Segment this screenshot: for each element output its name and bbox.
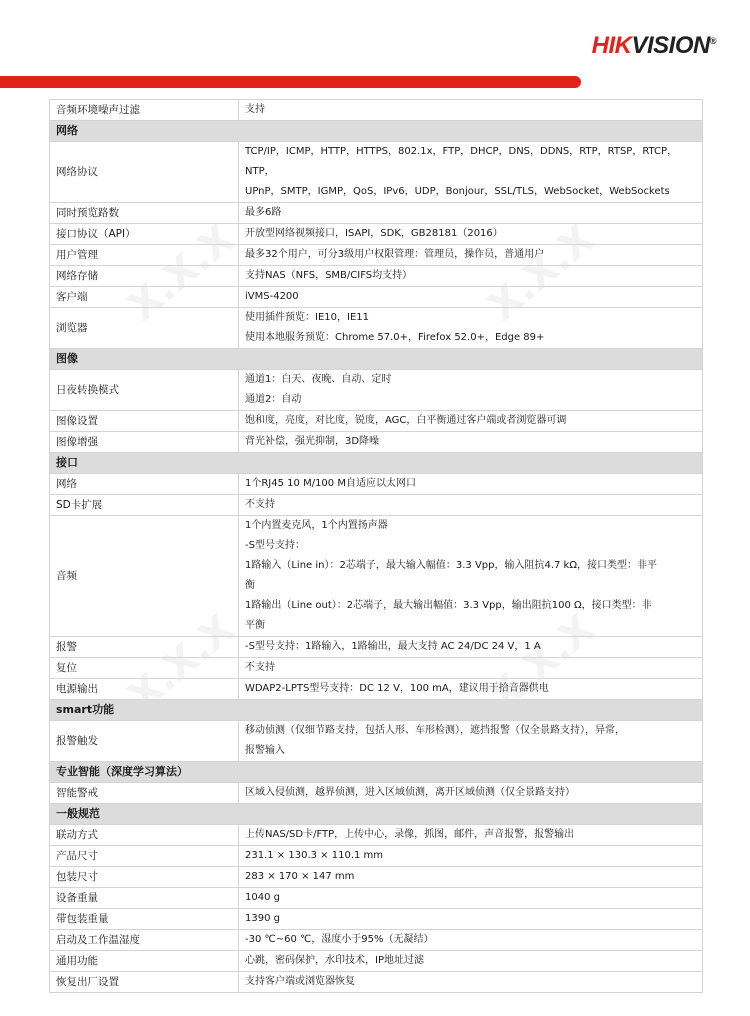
spec-label: 报警触发 xyxy=(50,721,239,762)
spec-value xyxy=(239,825,703,846)
watermark: X.X.X xyxy=(119,605,244,721)
spec-value xyxy=(239,867,703,888)
spec-row xyxy=(50,888,703,909)
spec-value-line: 饱和度，亮度，对比度，锐度，AGC，白平衡通过客户端或者浏览器可调 xyxy=(245,415,567,426)
spec-value xyxy=(239,783,703,804)
spec-value-line: 使用本地服务预览：Chrome 57.0+，Firefox 52.0+，Edge 89+ xyxy=(245,332,545,343)
header-red-bar xyxy=(0,76,581,88)
spec-label: 智能警戒 xyxy=(50,783,239,804)
spec-value-line: 不支持 xyxy=(245,662,275,673)
spec-value xyxy=(239,637,703,658)
spec-value-line: 1路输入（Line in）：2芯端子，最大输入幅值：3.3 Vpp，输入阻抗4.7 kΩ，接口类型：非平 xyxy=(245,560,657,571)
section-header-row xyxy=(50,762,703,783)
spec-label: 日夜转换模式 xyxy=(50,370,239,411)
spec-row xyxy=(50,432,703,453)
spec-value xyxy=(239,224,703,245)
spec-row xyxy=(50,495,703,516)
spec-label: 音频环境噪声过滤 xyxy=(50,100,239,121)
spec-value-line: 1390 g xyxy=(245,913,280,924)
spec-row xyxy=(50,203,703,224)
spec-label: 网络存储 xyxy=(50,266,239,287)
section-title: 专业智能（深度学习算法） xyxy=(50,762,703,783)
spec-row xyxy=(50,287,703,308)
spec-label: 复位 xyxy=(50,658,239,679)
spec-label: 浏览器 xyxy=(50,308,239,349)
spec-value-line: 支持 xyxy=(245,104,265,115)
spec-label: 启动及工作温湿度 xyxy=(50,930,239,951)
spec-label: 图像增强 xyxy=(50,432,239,453)
spec-value-line: 移动侦测（仅细节路支持，包括人形、车形检测），遮挡报警（仅全景路支持），异常， xyxy=(245,725,625,736)
spec-row xyxy=(50,972,703,993)
spec-row xyxy=(50,846,703,867)
spec-row xyxy=(50,142,703,203)
spec-value-line: 背光补偿，强光抑制，3D降噪 xyxy=(245,436,380,447)
spec-label: 恢复出厂设置 xyxy=(50,972,239,993)
spec-value xyxy=(239,909,703,930)
section-title: smart功能 xyxy=(50,700,703,721)
spec-value-line: 1个RJ45 10 M/100 M自适应以太网口 xyxy=(245,478,416,489)
spec-label: 报警 xyxy=(50,637,239,658)
watermark: X.X.X xyxy=(479,215,604,331)
spec-value-line: UPnP，SMTP，IGMP，QoS，IPv6，UDP，Bonjour，SSL/TLS，WebSocket，WebSockets xyxy=(245,186,670,197)
hikvision-logo: HIKVISION® xyxy=(591,32,716,59)
spec-value-line: TCP/IP，ICMP，HTTP，HTTPS，802.1x，FTP，DHCP，DNS，DDNS，RTP，RTSP，RTCP，NTP， xyxy=(245,146,678,177)
spec-row xyxy=(50,370,703,411)
spec-label: 图像设置 xyxy=(50,411,239,432)
spec-label: 带包装重量 xyxy=(50,909,239,930)
spec-label: SD卡扩展 xyxy=(50,495,239,516)
section-title: 图像 xyxy=(50,349,703,370)
spec-value xyxy=(239,930,703,951)
spec-value xyxy=(239,203,703,224)
spec-row xyxy=(50,909,703,930)
spec-value xyxy=(239,266,703,287)
spec-row xyxy=(50,266,703,287)
watermark: X.X.X xyxy=(119,215,244,331)
spec-label: 设备重量 xyxy=(50,888,239,909)
spec-value-line: 开放型网络视频接口，ISAPI，SDK，GB28181（2016） xyxy=(245,228,503,239)
spec-row xyxy=(50,679,703,700)
spec-value-line: -30 ℃~60 ℃，湿度小于95%（无凝结） xyxy=(245,934,434,945)
spec-value xyxy=(239,432,703,453)
spec-label: 音频 xyxy=(50,516,239,637)
spec-value-line: 283 × 170 × 147 mm xyxy=(245,871,355,882)
spec-value xyxy=(239,474,703,495)
spec-row xyxy=(50,658,703,679)
spec-row xyxy=(50,245,703,266)
spec-value-line: 通道1：白天、夜晚、自动、定时 xyxy=(245,374,392,385)
spec-table-body xyxy=(50,100,703,993)
spec-row xyxy=(50,411,703,432)
spec-value-line: 231.1 × 130.3 × 110.1 mm xyxy=(245,850,384,861)
spec-value-line: 上传NAS/SD卡/FTP，上传中心，录像，抓图，邮件，声音报警，报警输出 xyxy=(245,829,575,840)
spec-value-line: -S型号支持：1路输入，1路输出，最大支持 AC 24/DC 24 V，1 A xyxy=(245,641,541,652)
spec-value-line: iVMS-4200 xyxy=(245,291,299,302)
spec-value xyxy=(239,846,703,867)
spec-value-line: 平衡 xyxy=(245,620,265,631)
section-header-row xyxy=(50,453,703,474)
spec-value xyxy=(239,411,703,432)
spec-value-line: 支持客户端或浏览器恢复 xyxy=(245,976,355,987)
spec-table xyxy=(49,99,703,993)
spec-value-line: 1个内置麦克风，1个内置扬声器 xyxy=(245,520,388,531)
section-title: 接口 xyxy=(50,453,703,474)
spec-row xyxy=(50,516,703,637)
spec-value xyxy=(239,100,703,121)
spec-value-line: 支持NAS（NFS，SMB/CIFS均支持） xyxy=(245,270,413,281)
spec-row xyxy=(50,783,703,804)
spec-row xyxy=(50,100,703,121)
spec-row xyxy=(50,867,703,888)
spec-value-line: 衡 xyxy=(245,580,255,591)
spec-row xyxy=(50,951,703,972)
spec-value-line: 最多32个用户，可分3级用户权限管理：管理员，操作员，普通用户 xyxy=(245,249,545,260)
spec-row xyxy=(50,825,703,846)
spec-value xyxy=(239,245,703,266)
spec-label: 网络 xyxy=(50,474,239,495)
spec-label: 包装尺寸 xyxy=(50,867,239,888)
watermark: X.X.X xyxy=(479,605,604,721)
spec-value-line: 区域入侵侦测，越界侦测，进入区域侦测，离开区域侦测（仅全景路支持） xyxy=(245,787,575,798)
spec-label: 同时预览路数 xyxy=(50,203,239,224)
spec-row xyxy=(50,721,703,762)
spec-value xyxy=(239,679,703,700)
section-title: 网络 xyxy=(50,121,703,142)
spec-value xyxy=(239,495,703,516)
spec-value xyxy=(239,658,703,679)
spec-row xyxy=(50,474,703,495)
spec-label: 电源输出 xyxy=(50,679,239,700)
spec-value xyxy=(239,287,703,308)
spec-value-line: 1路输出（Line out）：2芯端子，最大输出幅值：3.3 Vpp，输出阻抗100 Ω，接口类型：非 xyxy=(245,600,652,611)
spec-row xyxy=(50,224,703,245)
section-header-row xyxy=(50,349,703,370)
spec-label: 联动方式 xyxy=(50,825,239,846)
spec-value xyxy=(239,888,703,909)
spec-value xyxy=(239,370,703,411)
spec-value-line: 心跳，密码保护，水印技术，IP地址过滤 xyxy=(245,955,424,966)
spec-label: 用户管理 xyxy=(50,245,239,266)
spec-label: 通用功能 xyxy=(50,951,239,972)
spec-label: 接口协议（API） xyxy=(50,224,239,245)
spec-value xyxy=(239,721,703,762)
spec-value-line: 最多6路 xyxy=(245,207,282,218)
spec-value-line: 1040 g xyxy=(245,892,280,903)
section-title: 一般规范 xyxy=(50,804,703,825)
spec-value-line: WDAP2-LPTS型号支持：DC 12 V，100 mA，建议用于拾音器供电 xyxy=(245,683,549,694)
spec-label: 网络协议 xyxy=(50,142,239,203)
section-header-row xyxy=(50,700,703,721)
spec-value-line: -S型号支持： xyxy=(245,540,305,551)
spec-value-line: 不支持 xyxy=(245,499,275,510)
spec-row xyxy=(50,637,703,658)
section-header-row xyxy=(50,804,703,825)
spec-value xyxy=(239,308,703,349)
spec-value-line: 使用插件预览：IE10，IE11 xyxy=(245,312,369,323)
spec-row xyxy=(50,930,703,951)
spec-label: 产品尺寸 xyxy=(50,846,239,867)
spec-value xyxy=(239,142,703,203)
spec-label: 客户端 xyxy=(50,287,239,308)
spec-value xyxy=(239,951,703,972)
spec-value xyxy=(239,972,703,993)
spec-value-line: 通道2：自动 xyxy=(245,394,302,405)
section-header-row xyxy=(50,121,703,142)
spec-row xyxy=(50,308,703,349)
spec-value xyxy=(239,516,703,637)
spec-value-line: 报警输入 xyxy=(245,745,285,756)
